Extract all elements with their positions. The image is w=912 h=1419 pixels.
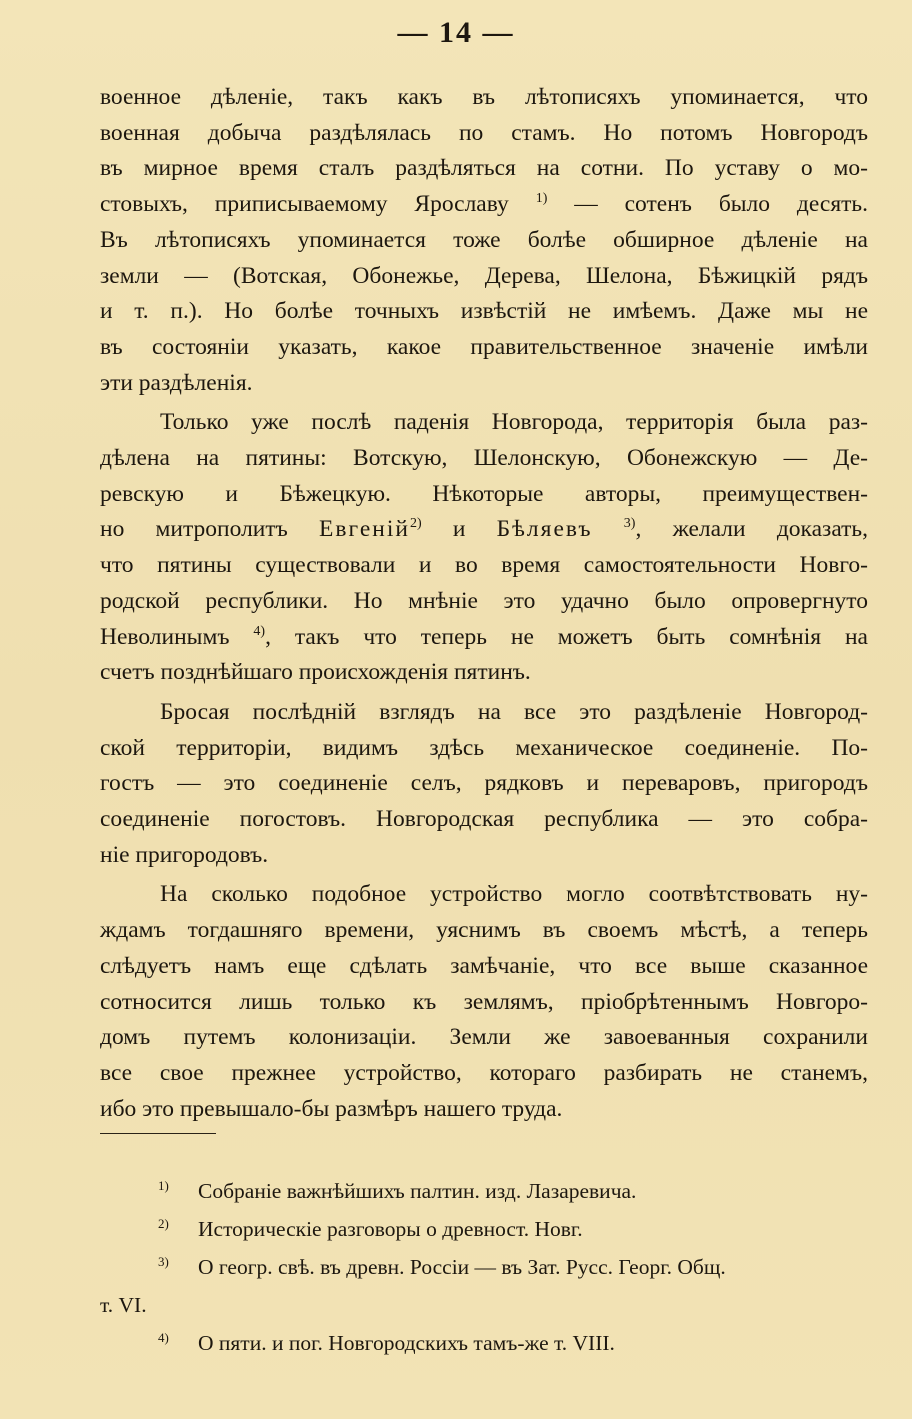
footnote-2 <box>100 1210 868 1248</box>
text-line: военное дѣленіе, такъ какъ въ лѣтописяхъ упоминается, что <box>100 84 868 110</box>
text-segment: но митрополитъ <box>100 516 288 543</box>
text-line: военная добыча раздѣлялась по стамъ. Но потомъ Новгородъ <box>100 119 868 146</box>
footnote-4 <box>100 1324 868 1362</box>
text-line <box>100 512 868 548</box>
footnotes <box>100 1172 868 1362</box>
author-name-evgeniy: Евгеній <box>319 516 410 543</box>
text-line: Въ лѣтописяхъ упоминается тоже болѣе обширное дѣленіе на <box>100 226 868 253</box>
text-line: все свое прежнее устройство, котораго разбирать не станемъ, <box>100 1059 868 1086</box>
footnote-text: Собраніе важнѣйшихъ палтин. изд. Лазаревича. <box>198 1179 637 1203</box>
text-line: что пятины существовали и во время самостоятельности Новго- <box>100 552 868 579</box>
text-segment: , желали доказать, <box>635 516 868 543</box>
paragraph-1 <box>100 80 868 401</box>
text-segment: — сотенъ было десять. <box>547 191 868 218</box>
text-line: Только уже послѣ паденія Новгорода, территорія была раз- <box>160 409 868 436</box>
text-line: Бросая послѣдній взглядъ на все это раздѣленіе Новгород- <box>160 698 868 725</box>
footnote-text: О пяти. и пог. Новгородскихъ тамъ-же т. VIII. <box>198 1331 615 1355</box>
text-line: эти раздѣленія. <box>100 369 253 396</box>
author-name-belyaev: Бѣляевъ <box>496 516 593 543</box>
text-line: въ состояніи указать, какое правительственное значеніе имѣли <box>100 333 868 360</box>
text-line: родской республики. Но мнѣніе это удачно было опровергнуто <box>100 587 868 614</box>
text-line: ской территоріи, видимъ здѣсь механическое соединеніе. По- <box>100 734 868 761</box>
text-line: домъ путемъ колонизаціи. Земли же завоеванныя сохранили <box>100 1024 868 1051</box>
text-line: ревскую и Бѣжецкую. Нѣкоторые авторы, преимуществен- <box>100 480 868 507</box>
footnote-ref-3: 3) <box>623 516 636 532</box>
text-line: ніе пригородовъ. <box>100 841 269 868</box>
footnote-mark: 3) <box>158 1254 169 1269</box>
text-line: сотносится лишь только къ землямъ, пріобрѣтеннымъ Новгоро- <box>100 988 868 1015</box>
paragraph-3 <box>100 695 868 874</box>
text-line: и т. п.). Но болѣе точныхъ извѣстій не имѣемъ. Даже мы не <box>100 298 868 325</box>
text-line: земли — (Вотская, Обонежье, Дерева, Шелона, Бѣжицкій рядъ <box>100 262 868 289</box>
text-segment: и <box>421 516 497 543</box>
footnote-3-continuation: т. VI. <box>100 1293 147 1317</box>
text-line: На сколько подобное устройство могло соотвѣтствовать ну- <box>160 881 868 908</box>
text-segment: , такъ что теперь не можетъ быть сомнѣнія на <box>265 623 868 650</box>
footnote-mark: 2) <box>158 1216 169 1231</box>
text-line: счетъ позднѣйшаго происхожденія пятинъ. <box>100 659 531 686</box>
text-segment: Неволинымъ <box>100 623 230 650</box>
text-line: гостъ — это соединеніе селъ, рядковъ и переваровъ, пригородъ <box>100 770 868 797</box>
footnote-mark: 1) <box>158 1178 169 1193</box>
text-line: соединеніе погостовъ. Новгородская республика — это собра- <box>100 806 868 833</box>
text-line: слѣдуетъ намъ еще сдѣлать замѣчаніе, что все выше сказанное <box>100 952 868 979</box>
text-segment: стовыхъ, приписываемому Ярославу <box>100 191 509 218</box>
footnote-ref-2: 2) <box>409 516 422 532</box>
text-line: ждамъ тогдашняго времени, уяснимъ въ своемъ мѣстѣ, а теперь <box>100 917 868 944</box>
footnote-1 <box>100 1172 868 1210</box>
footnote-ref-4: 4) <box>253 623 266 639</box>
footnote-text: О геогр. свѣ. въ древн. Россіи — въ Зат. Русс. Георг. Общ. <box>198 1255 726 1279</box>
text-line <box>100 187 868 223</box>
text-line: дѣлена на пятины: Вотскую, Шелонскую, Обонежскую — Де- <box>100 445 868 472</box>
footnote-text: Историческіе разговоры о древност. Новг. <box>198 1217 583 1241</box>
text-line: ибо это превышало-бы размѣръ нашего труда. <box>100 1095 563 1122</box>
footnote-mark: 4) <box>158 1330 169 1345</box>
paragraph-2 <box>100 405 868 691</box>
footnote-3 <box>100 1248 868 1286</box>
text-line <box>100 620 868 656</box>
page-number: — 14 — <box>397 16 515 49</box>
main-text <box>100 80 868 1131</box>
text-line: въ мирное время сталъ раздѣляться на сотни. По уставу о мо- <box>100 155 868 182</box>
footnote-divider <box>100 1133 216 1134</box>
paragraph-4 <box>100 877 868 1127</box>
footnote-ref-1: 1) <box>535 191 548 207</box>
